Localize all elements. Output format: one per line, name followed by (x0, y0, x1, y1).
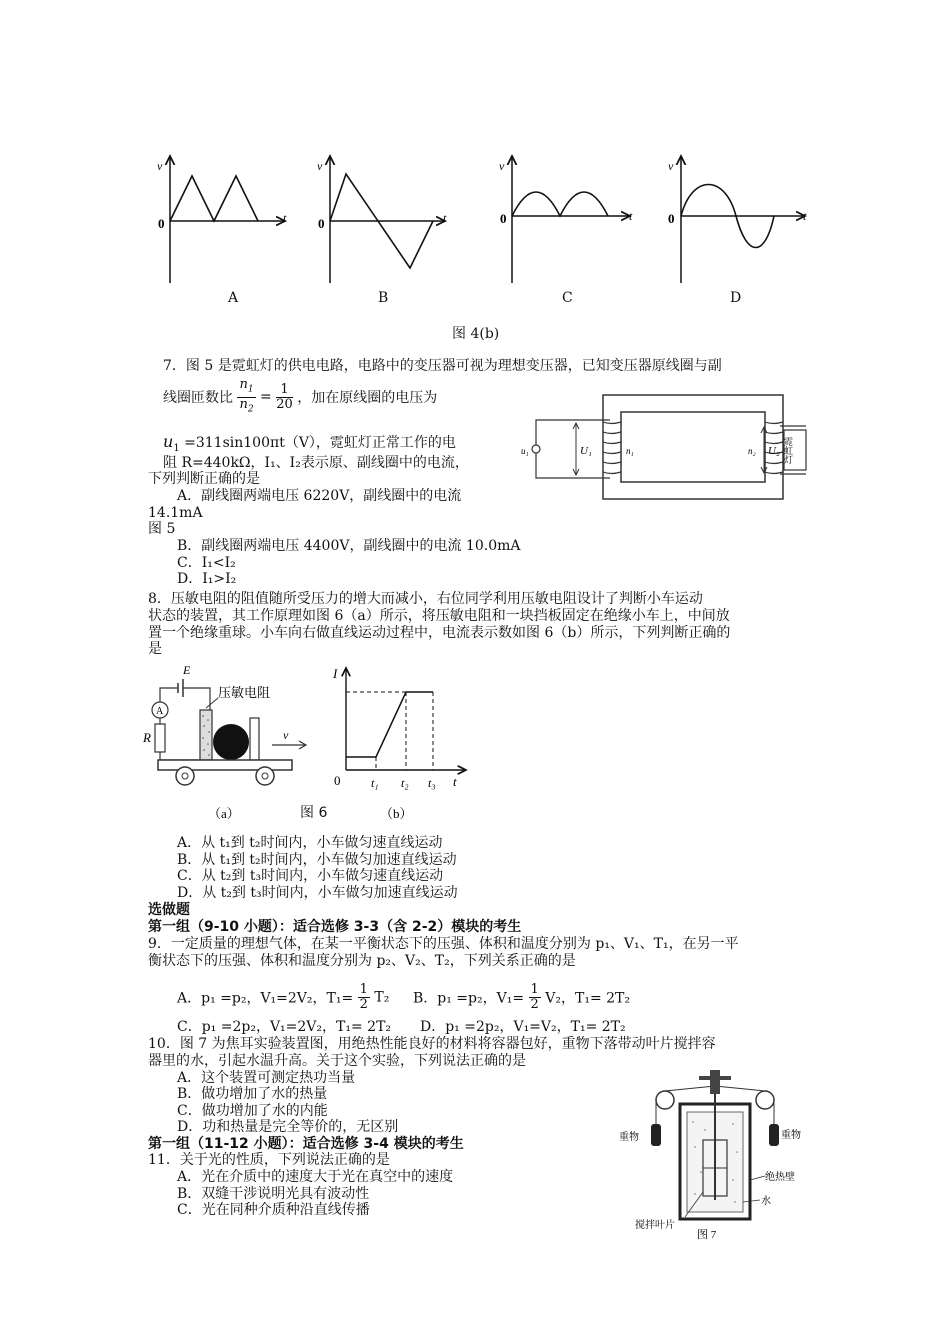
fig5-U1: U₁ (580, 445, 592, 457)
q10-line1: 10．图 7 为焦耳实验装置图，用绝热性能良好的材料将容器包好，重物下落带动叶片搅拌容 (148, 1036, 716, 1052)
q8-option-d: D．从 t₂到 t₃时间内，小车做匀加速直线运动 (177, 885, 458, 901)
q7-eq: = (260, 389, 272, 406)
q7-n2-sub: 2 (247, 404, 254, 415)
fig6a-cart (140, 660, 310, 830)
q8-option-c: C．从 t₂到 t₃时间内，小车做匀速直线运动 (177, 868, 444, 884)
fig6b-origin: 0 (334, 773, 341, 788)
graph-d (668, 156, 807, 283)
graph-a-v-label: v (157, 159, 163, 173)
q7-line3b: =311sin100πt（V），霓虹灯正常工作的电 (179, 435, 456, 451)
q10-option-a: A．这个装置可测定热功当量 (177, 1070, 356, 1086)
graph-c-v-label: v (499, 159, 505, 173)
q11-option-a: A．光在介质中的速度大于光在真空中的速度 (177, 1169, 454, 1185)
fig5-n1: n₁ (626, 446, 634, 456)
q7-line3 (163, 432, 456, 454)
fig5-U2: U₂ (768, 445, 780, 457)
q7-n1: n (239, 377, 248, 392)
q8-line3: 置一个绝缘重球。小车向右做直线运动过程中，电流表示数如图 6（b）所示，下列判断正确的 (148, 625, 731, 641)
q9-line2: 衡状态下的压强、体积和温度分别为 p₂、V₂、T₂，下列关系正确的是 (148, 953, 576, 969)
q10-option-b: B．做功增加了水的热量 (177, 1086, 328, 1102)
q7-n2: n (239, 396, 248, 412)
graph-c-t-label: t (629, 209, 633, 223)
q9-line1: 9．一定质量的理想气体，在某一平衡状态下的压强、体积和温度分别为 p₁、V₁、T₁，在另一平 (148, 936, 739, 952)
fig5-lamp: 霓虹灯 (783, 437, 793, 464)
q9-option-a-frac (358, 983, 370, 1012)
q7-line1: 7．图 5 是霓虹灯的供电电路，电路中的变压器可视为理想变压器，已知变压器原线圈与副 (163, 358, 722, 374)
q9-a-frac-den: 2 (359, 997, 368, 1012)
fig7-paddle-label: 搅拌叶片 (635, 1220, 675, 1231)
q7-ratio-n (237, 378, 255, 416)
q7-frac-den: 20 (276, 396, 293, 412)
q9-a-frac-num: 1 (359, 982, 368, 997)
q9-option-a (177, 983, 389, 1012)
q7-option-a-cont: 14.1mA (148, 505, 203, 521)
q7-line4: 阻 R=440kΩ，I₁、I₂表示原、副线圈中的电流， (163, 455, 469, 471)
fig6b-t3: t₃ (428, 776, 436, 790)
fig6a-ammeter: A (156, 706, 164, 717)
fig5-u1: u₁ (521, 446, 529, 456)
q9-option-d: D．p₁ =2p₂，V₁=V₂，T₁= 2T₂ (420, 1019, 626, 1035)
q7-line5: 下列判断正确的是 (148, 471, 260, 487)
fig5-u2-arrow (758, 424, 784, 476)
fig6b-t2: t₂ (401, 776, 409, 790)
graph-c-origin: 0 (500, 211, 507, 226)
fig6b-graph (328, 660, 478, 830)
q10-option-d: D．功和热量是完全等价的，无区别 (177, 1119, 399, 1135)
q7-frac-num: 1 (276, 383, 293, 398)
graph-d-v-label: v (668, 159, 674, 173)
q7-u1-sub: 1 (173, 442, 180, 454)
fig7-wall-label: 绝热壁 (765, 1172, 795, 1183)
q8-option-b: B．从 t₁到 t₂时间内，小车做匀加速直线运动 (177, 852, 457, 868)
q7-option-d: D．I₁>I₂ (177, 571, 237, 587)
q9-option-b-text: B．p₁ =p₂，V₁= (413, 990, 525, 1007)
q9-option-b-tail: V₂，T₁= 2T₂ (545, 990, 630, 1007)
q8-option-a: A．从 t₁到 t₂时间内，小车做匀速直线运动 (177, 835, 443, 851)
q9-option-b-frac (529, 983, 541, 1012)
fig6a-E: E (183, 663, 191, 677)
q7-ratio-value (276, 383, 293, 412)
q8-line2: 状态的装置，其工作原理如图 6（a）所示，将压敏电阻和一块挡板固定在绝缘小车上，中间放 (148, 608, 730, 624)
fig6a-sensor-label: 压敏电阻 (218, 685, 271, 700)
fig7-caption: 图 7 (697, 1229, 717, 1241)
q7-line2b: ，加在原线圈的电压为 (297, 390, 438, 407)
q7-line2a: 线圈匝数比 (163, 390, 233, 407)
q7-u1: u (163, 432, 174, 451)
elective-group2-heading: 第一组（11-12 小题）：适合选修 3-4 模块的考生 (148, 1136, 464, 1152)
fig4-label-b: B (378, 290, 389, 306)
fig7-joule-apparatus (615, 1062, 815, 1242)
graph-d-origin: 0 (668, 211, 675, 226)
fig7-weight-right: 重物 (781, 1130, 801, 1141)
fig6b-t1: t₁ (371, 776, 379, 790)
q11-stem: 11．关于光的性质，下列说法正确的是 (148, 1152, 390, 1168)
q7-option-a: A．副线圈两端电压 6220V，副线圈中的电流 (177, 488, 462, 504)
q10-line2: 器里的水，引起水温升高。关于这个实验，下列说法正确的是 (148, 1053, 526, 1069)
q11-option-b: B．双缝干涉说明光具有波动性 (177, 1186, 370, 1202)
q7-option-b: B．副线圈两端电压 4400V，副线圈中的电流 10.0mA (177, 538, 521, 554)
q7-line2 (163, 378, 437, 416)
graph-b (317, 156, 447, 283)
fig6a-label: （a） (208, 806, 240, 821)
q9-b-frac-num: 1 (530, 982, 539, 997)
graph-b-origin: 0 (318, 216, 325, 231)
fig4-label-a: A (228, 290, 239, 306)
fig6b-label: （b） (380, 806, 413, 821)
graph-b-t-label: t (443, 211, 447, 225)
graph-a (157, 156, 287, 283)
q7-n1-sub: 1 (247, 384, 254, 395)
graph-b-v-label: v (317, 159, 323, 173)
fig6-caption: 图 6 (300, 805, 328, 821)
q11-option-c: C．光在同种介质种沿直线传播 (177, 1202, 370, 1218)
q9-option-b (413, 983, 630, 1012)
fig7-water-label: 水 (761, 1196, 771, 1207)
fig4-label-d: D (730, 290, 742, 306)
q9-option-c: C．p₁ =2p₂，V₁=2V₂，T₁= 2T₂ (177, 1019, 392, 1035)
graph-a-origin: 0 (158, 216, 165, 231)
graph-d-t-label: t (803, 209, 807, 223)
graph-c (499, 156, 633, 283)
fig6b-I: I (333, 666, 338, 681)
q8-line4: 是 (148, 641, 162, 657)
fig5-n2: n₂ (748, 446, 756, 456)
fig4-caption: 图 4(b) (452, 326, 500, 342)
fig7-weight-left: 重物 (619, 1132, 639, 1143)
q9-option-a-text: A．p₁ =p₂，V₁=2V₂，T₁= (177, 990, 354, 1007)
fig6a-v: v (283, 728, 289, 742)
elective-heading: 选做题 (148, 902, 190, 918)
fig6b-t: t (453, 774, 457, 789)
q7-option-c: C．I₁<I₂ (177, 555, 236, 571)
q8-line1: 8．压敏电阻的阻值随所受压力的增大而减小，右位同学利用压敏电阻设计了判断小车运动 (148, 591, 703, 607)
q9-b-frac-den: 2 (530, 997, 539, 1012)
fig6a-R: R (143, 730, 151, 745)
graph-a-t-label: t (283, 211, 287, 225)
q9-option-a-tail: T₂ (374, 989, 390, 1006)
fig4-graphs (140, 148, 820, 318)
fig4-label-c: C (562, 290, 573, 306)
q7-fig5-label: 图 5 (148, 521, 176, 537)
elective-group1-heading: 第一组（9-10 小题）：适合选修 3-3（含 2-2）模块的考生 (148, 919, 522, 935)
q10-option-c: C．做功增加了水的内能 (177, 1103, 328, 1119)
